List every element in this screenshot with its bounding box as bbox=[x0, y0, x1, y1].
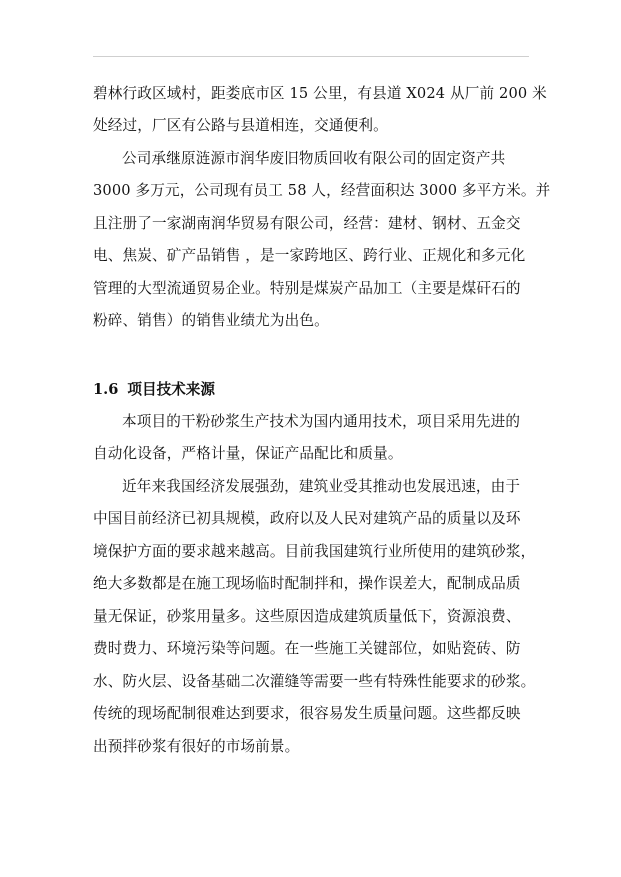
paragraph-line: 量无保证，砂浆用量多。这些原因造成建筑质量低下，资源浪费、 bbox=[93, 608, 521, 625]
paragraph-line: 公司承继原涟源市润华废旧物质回收有限公司的固定资产共 bbox=[122, 150, 506, 167]
paragraph-line: 本项目的干粉砂浆生产技术为国内通用技术，项目采用先进的 bbox=[122, 413, 521, 430]
paragraph-line: 处经过，厂区有公路与县道相连，交通便利。 bbox=[93, 117, 388, 134]
paragraph-line: 电、焦炭、矿产品销售 ，是一家跨地区、跨行业、正规化和多元化 bbox=[93, 247, 526, 264]
paragraph-line: 水、防火层、设备基础二次灌缝等需要一些有特殊性能要求的砂浆。 bbox=[93, 673, 536, 690]
paragraph-line: 近年来我国经济发展强劲，建筑业受其推动也发展迅速，由于 bbox=[122, 478, 521, 495]
paragraph-line: 且注册了一家湖南润华贸易有限公司，经营：建材、钢材、五金交 bbox=[93, 215, 521, 232]
paragraph-line: 碧林行政区域村，距娄底市区 15 公里，有县道 X024 从厂前 200 米 bbox=[93, 85, 547, 102]
section-heading bbox=[93, 380, 215, 400]
paragraph-line: 粉碎、销售）的销售业绩尤为出色。 bbox=[93, 312, 329, 329]
paragraph-line: 绝大多数都是在施工现场临时配制拌和，操作误差大，配制成品质 bbox=[93, 575, 521, 592]
paragraph-line: 自动化设备，严格计量，保证产品配比和质量。 bbox=[93, 445, 403, 462]
paragraph-line: 中国目前经济已初具规模，政府以及人民对建筑产品的质量以及环 bbox=[93, 510, 521, 527]
paragraph-line: 传统的现场配制很难达到要求，很容易发生质量问题。这些都反映 bbox=[93, 705, 521, 722]
paragraph-line: 3000 多万元，公司现有员工 58 人，经营面积达 3000 多平方米。并 bbox=[93, 182, 551, 199]
paragraph-line: 管理的大型流通贸易企业。特别是煤炭产品加工（主要是煤矸石的 bbox=[93, 280, 521, 297]
section-title: 项目技术来源 bbox=[127, 381, 215, 398]
section-number: 1.6 bbox=[93, 381, 119, 398]
header-rule bbox=[93, 56, 529, 57]
paragraph-line: 出预拌砂浆有很好的市场前景。 bbox=[93, 738, 300, 755]
paragraph-line: 费时费力、环境污染等问题。在一些施工关键部位，如贴瓷砖、防 bbox=[93, 640, 521, 657]
paragraph-line: 境保护方面的要求越来越高。目前我国建筑行业所使用的建筑砂浆， bbox=[93, 543, 536, 560]
